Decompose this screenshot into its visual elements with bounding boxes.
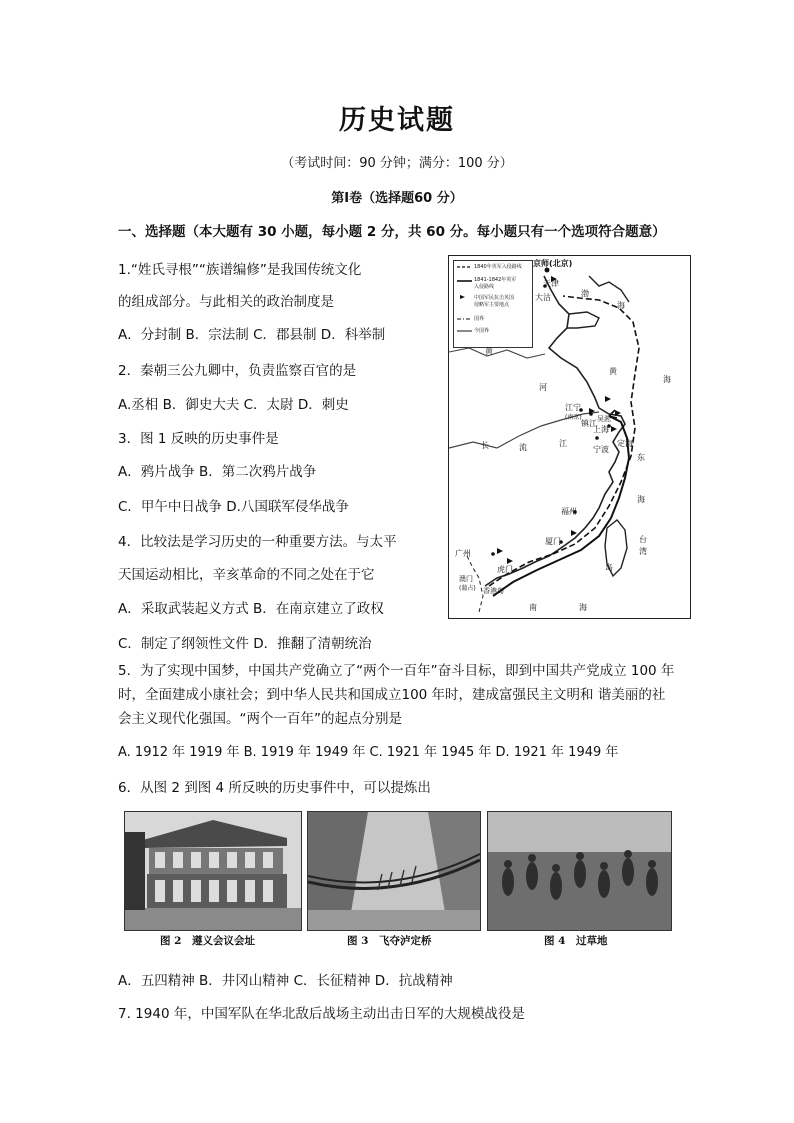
label-nan: 南 — [529, 603, 537, 612]
fig3-caption: 图 3 飞夺泸定桥 — [347, 935, 432, 947]
q4-stem: 4．比较法是学习历史的一种重要方法。与太平 — [118, 534, 397, 550]
q5-options: A. 1912 年 1919 年 B. 1919 年 1949 年 C. 1921 年 1945 年 D. 1921 年 1949 年 — [118, 745, 619, 760]
label-jiang: 江 — [559, 439, 567, 448]
label-hai-bo: 海 — [617, 301, 625, 310]
legend-route-1840: 1840年英军入侵路线 — [474, 264, 522, 270]
fig2-caption: 图 2 遵义会议会址 — [160, 935, 255, 947]
map-legend — [453, 260, 533, 348]
q4-options: A．采取武装起义方式 B．在南京建立了政权 — [118, 601, 384, 617]
legend-current-border: 今国界 — [474, 328, 490, 334]
label-taiwan-a: 台 — [639, 535, 647, 544]
luding-bridge-drawing — [308, 812, 480, 930]
exam-info: （考试时间：90 分钟；满分：100 分） — [281, 156, 513, 171]
q6-stem: 6．从图 2 到图 4 所反映的历史事件中，可以提炼出 — [118, 780, 431, 796]
q2-options: A.丞相 B．御史大夫 C．太尉 D．刺史 — [118, 397, 349, 413]
q2-stem: 2．秦朝三公九卿中，负责监察百官的是 — [118, 363, 357, 379]
legend-route-1841: 1841-1842年英军 — [474, 277, 517, 283]
label-wusong: 吴淞 — [597, 415, 611, 423]
q4-options-cont: C．制定了纲领性文件 D．推翻了清朝统治 — [118, 636, 372, 652]
q3-options-cont: C．甲午中日战争 D.八国联军侵华战争 — [118, 499, 349, 515]
q3-stem: 3．图 1 反映的历史事件是 — [118, 431, 279, 447]
label-xiamen: 厦门 — [545, 537, 561, 546]
label-ningbo: 宁波 — [593, 445, 609, 454]
label-hai-dong: 海 — [637, 495, 645, 504]
q6-options: A．五四精神 B．井冈山精神 C．长征精神 D．抗战精神 — [118, 973, 453, 989]
label-chang: 长 — [481, 441, 489, 450]
q4-stem-cont: 天国运动相比，辛亥革命的不同之处在于它 — [118, 567, 375, 583]
q7-stem: 7. 1940 年，中国军队在华北敌后战场主动出击日军的大规模战役是 — [118, 1006, 525, 1022]
label-bo: 渤 — [581, 289, 589, 298]
label-jiangning: 江宁 — [565, 403, 581, 412]
label-dong: 东 — [637, 453, 645, 462]
grassland-march-drawing — [488, 812, 671, 930]
label-beijing: 京师(北京) — [533, 259, 573, 268]
zunyi-site-photo — [124, 811, 302, 931]
opium-war-map — [448, 255, 691, 619]
label-tianjin: 天津 — [543, 279, 559, 288]
label-dinghai: 定海 — [617, 439, 633, 448]
volume-heading: 第Ⅰ卷（选择题60 分） — [331, 191, 463, 206]
label-dagu: 大沽 — [535, 293, 551, 302]
label-he: 河 — [539, 383, 547, 392]
fig4-caption: 图 4 过草地 — [544, 935, 608, 947]
legend-border: 国界 — [474, 316, 485, 322]
label-zhenjiang: 镇江 — [581, 419, 597, 428]
label-taiwan-c: 岛 — [605, 563, 613, 572]
label-aomen: 澳门 — [459, 575, 473, 583]
label-humen: 虎门 — [497, 565, 513, 574]
label-xianggang: 香港岛 — [483, 587, 504, 595]
luding-bridge-photo — [307, 811, 481, 931]
legend-battle: 中国军民抗击英国 — [474, 295, 515, 301]
yellow-river — [449, 348, 545, 358]
label-nanjing: (南京) — [565, 414, 582, 421]
label-shanghai: 上海 — [593, 425, 609, 434]
q1-stem-cont: 的组成部分。与此相关的政治制度是 — [118, 294, 334, 310]
label-huang-he: 黄 — [485, 347, 493, 356]
label-liu: 流 — [519, 443, 527, 452]
q1-options: A．分封制 B．宗法制 C．郡县制 D．科举制 — [118, 327, 386, 343]
shandong-coast — [567, 312, 599, 328]
label-huang-sea: 黄 — [609, 367, 617, 376]
label-huang-sea-b: 海 — [663, 375, 671, 384]
grassland-march-photo — [487, 811, 672, 931]
label-aomen-b: (葡占) — [459, 585, 476, 592]
q5-stem: 5．为了实现中国梦，中国共产党确立了“两个一百年”奋斗目标，即到中国共产党成立 100 年时，全面建成小康社会；到中华人民共和国成立100 年时，建成富强民主文明和 谐美丽的社会主义现代化强国。“两个一百年”的起点分别是 — [118, 663, 675, 727]
liaodong-coast — [589, 276, 629, 302]
q3-options: A．鸦片战争 B．第二次鸦片战争 — [118, 464, 317, 480]
zunyi-building-drawing — [125, 812, 301, 930]
page-title: 历史试题 — [339, 105, 455, 136]
section-heading: 一、选择题（本大题有 30 小题，每小题 2 分，共 60 分。每小题只有一个选项符合题意） — [118, 224, 666, 240]
label-hai-nan: 海 — [579, 603, 587, 612]
label-fuzhou: 福州 — [561, 507, 577, 516]
q1-stem: 1.“姓氏寻根”“族谱编修”是我国传统文化 — [118, 262, 362, 278]
label-taiwan-b: 湾 — [639, 547, 647, 556]
legend-battle-b: 侵略军主要地点 — [474, 302, 510, 308]
label-guangzhou: 广州 — [455, 549, 471, 558]
legend-route-1841-b: 入侵路线 — [474, 284, 495, 290]
